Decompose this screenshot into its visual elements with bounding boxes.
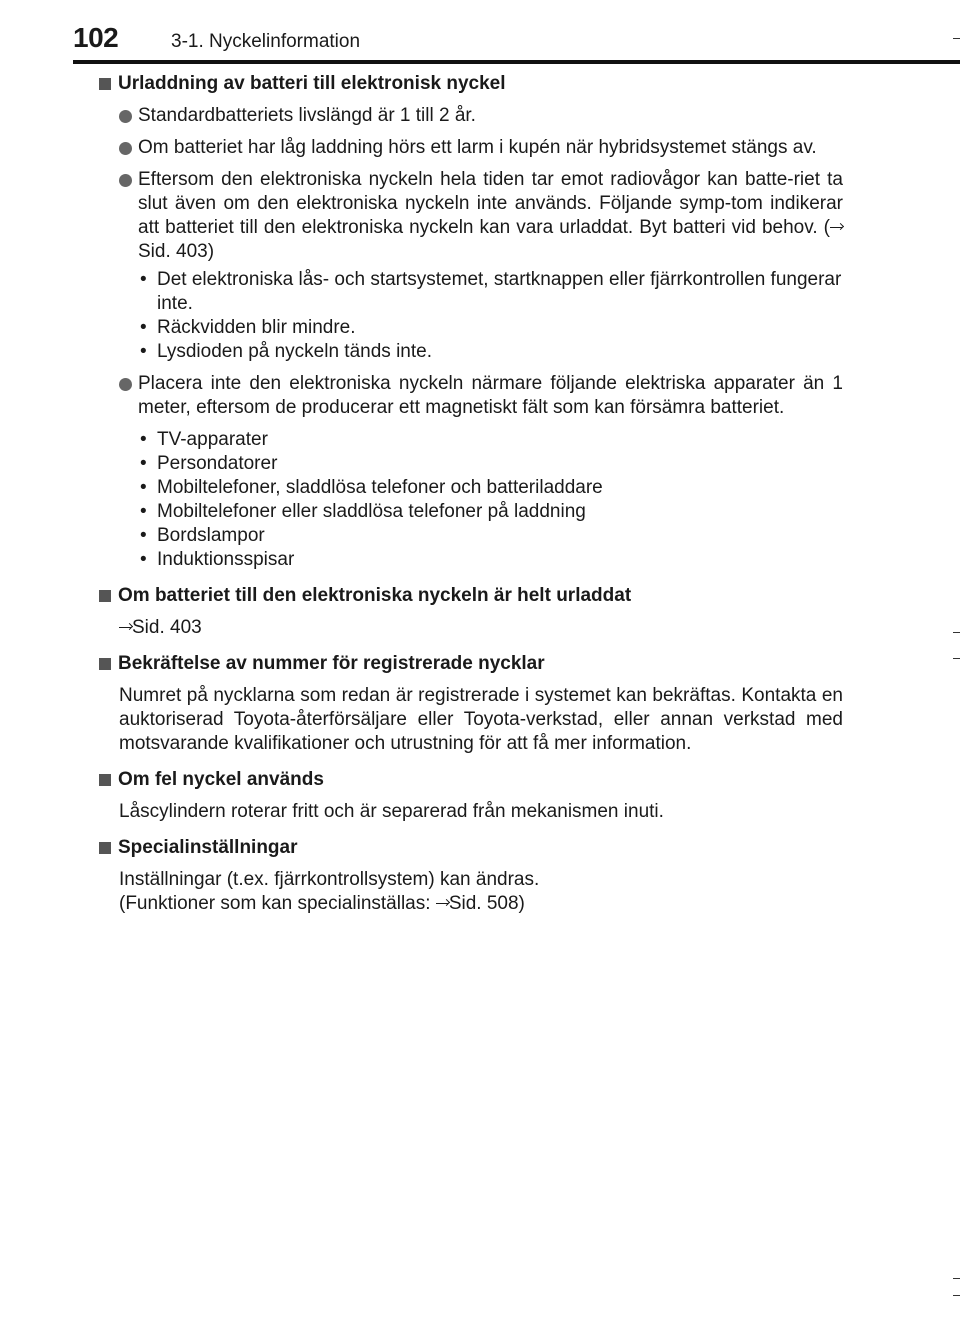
dot-bullet-icon: • xyxy=(140,269,147,290)
crop-mark xyxy=(953,1295,960,1296)
dot-bullet-icon: • xyxy=(140,501,147,522)
header-rule xyxy=(73,60,960,64)
list-item-text: Mobiltelefoner, sladdlösa telefoner och batteriladdare xyxy=(157,477,603,498)
list-item-text: Räckvidden blir mindre. xyxy=(157,317,356,338)
bullet-item xyxy=(98,136,843,160)
arrow-right-icon xyxy=(830,222,843,232)
dot-bullet-icon: • xyxy=(140,549,147,570)
section-title-text: Om fel nyckel används xyxy=(118,769,324,790)
square-bullet-icon xyxy=(99,590,111,602)
circle-bullet-icon xyxy=(119,142,132,155)
section-title-text: Urladdning av batteri till elektronisk nyckel xyxy=(118,73,506,94)
list-item-text: Mobiltelefoner eller sladdlösa telefoner på laddning xyxy=(157,501,586,522)
dot-bullet-icon: • xyxy=(140,453,147,474)
list-item xyxy=(138,500,843,524)
bullet-text: Standardbatteriets livslängd är 1 till 2 år. xyxy=(138,105,476,126)
dot-bullet-icon: • xyxy=(140,525,147,546)
page-reference-link[interactable]: Sid. 403 xyxy=(132,617,202,638)
section-body: Numret på nycklarna som redan är registrerade i systemet kan bekräftas. Kontakta en auktoriserad Toyota-återförsäljare eller Toyota-verkstad, eller annan verkstad med motsvarande kvalifikationer och utrustning för att få mer information. xyxy=(119,685,843,754)
arrow-right-icon xyxy=(436,898,449,908)
list-item xyxy=(138,428,843,452)
list-item xyxy=(138,452,843,476)
bullet-text: Om batteriet har låg laddning hörs ett larm i kupén när hybridsystemet stängs av. xyxy=(138,137,817,158)
list-item-text: Bordslampor xyxy=(157,525,265,546)
page-reference-link[interactable]: Sid. 508) xyxy=(448,893,525,914)
section-fully-discharged xyxy=(98,584,843,640)
dot-bullet-icon: • xyxy=(140,317,147,338)
list-item-text: Persondatorer xyxy=(157,453,278,474)
bullet-item xyxy=(98,104,843,128)
section-body: Låscylindern roterar fritt och är separerad från mekanismen inuti. xyxy=(119,801,664,822)
page-reference-link[interactable]: Sid. 403) xyxy=(138,241,215,262)
list-item xyxy=(138,268,843,316)
body-line: (Funktioner som kan specialinställas: xyxy=(119,893,436,914)
dot-bullet-icon: • xyxy=(140,341,147,362)
section-title-text: Bekräftelse av nummer för registrerade nycklar xyxy=(118,653,545,674)
square-bullet-icon xyxy=(99,842,111,854)
circle-bullet-icon xyxy=(119,110,132,123)
crop-mark xyxy=(953,632,960,633)
section-body xyxy=(98,868,843,916)
bullet-text: Eftersom den elektroniska nyckeln hela tiden tar emot radiovågor kan batte-riet ta slut även om den elektroniska nyckeln inte används. Följande symp-tom indikerar att batteriet till den elektroniska nyckeln kan vara urladdat. Byt batteri vid behov. ( xyxy=(138,169,843,238)
list-item-text: Lysdioden på nyckeln tänds inte. xyxy=(157,341,432,362)
list-item-text: Induktionsspisar xyxy=(157,549,295,570)
crop-mark xyxy=(953,1278,960,1279)
section-title xyxy=(98,72,843,96)
section-confirm-number xyxy=(98,652,843,756)
bullet-item xyxy=(98,372,843,420)
list-item-text: Det elektroniska lås- och startsystemet, startknappen eller fjärrkontrollen fungerar inte. xyxy=(157,269,842,314)
bullet-item xyxy=(98,168,843,264)
square-bullet-icon xyxy=(99,774,111,786)
section-wrong-key xyxy=(98,768,843,824)
section-custom xyxy=(98,836,843,916)
chapter-title: 3-1. Nyckelinformation xyxy=(171,31,361,52)
arrow-right-icon xyxy=(119,622,132,632)
section-title xyxy=(98,652,843,676)
circle-bullet-icon xyxy=(119,378,132,391)
list-item xyxy=(138,548,843,572)
body-line: Inställningar (t.ex. fjärrkontrollsystem) kan ändras. xyxy=(119,869,540,890)
device-list xyxy=(98,428,843,572)
section-title-text: Om batteriet till den elektroniska nyckeln är helt urladdat xyxy=(118,585,632,606)
page-number: 102 xyxy=(73,22,119,53)
section-battery xyxy=(98,72,843,572)
crop-mark xyxy=(953,658,960,659)
dot-bullet-icon: • xyxy=(140,477,147,498)
section-title-text: Specialinställningar xyxy=(118,837,298,858)
list-item xyxy=(138,316,843,340)
list-item xyxy=(138,340,843,364)
section-title xyxy=(98,768,843,792)
section-title xyxy=(98,836,843,860)
symptom-list xyxy=(98,268,843,364)
section-title xyxy=(98,584,843,608)
crop-mark xyxy=(953,38,960,39)
dot-bullet-icon: • xyxy=(140,429,147,450)
page-content xyxy=(98,72,843,928)
section-body xyxy=(98,616,843,640)
list-item xyxy=(138,476,843,500)
square-bullet-icon xyxy=(99,658,111,670)
bullet-text: Placera inte den elektroniska nyckeln närmare följande elektriska apparater än 1 meter, eftersom de producerar ett magnetiskt fält som kan försämra batteriet. xyxy=(138,373,843,418)
list-item xyxy=(138,524,843,548)
square-bullet-icon xyxy=(99,78,111,90)
circle-bullet-icon xyxy=(119,174,132,187)
list-item-text: TV-apparater xyxy=(157,429,268,450)
